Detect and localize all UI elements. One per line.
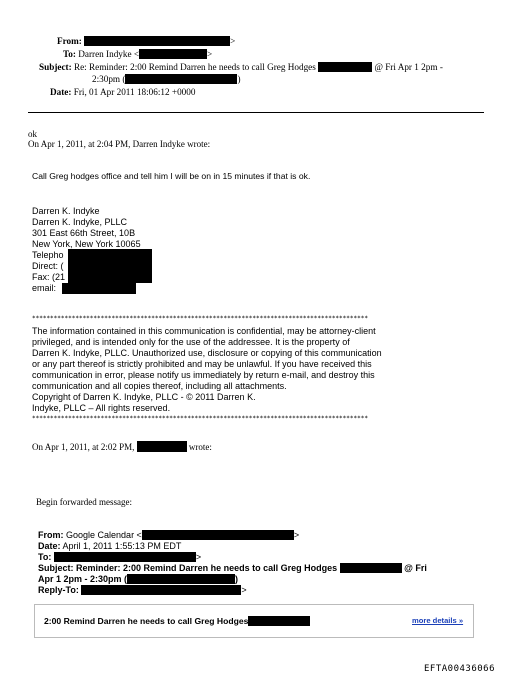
quote2-suffix: wrote: bbox=[188, 442, 212, 452]
redaction-block bbox=[340, 563, 402, 573]
disclaimer-line: Darren K. Indyke, PLLC. Unauthorized use, disclosure or copying of this communication bbox=[32, 348, 382, 358]
header-date-value: Fri, 01 Apr 2011 18:06:12 +0000 bbox=[73, 87, 196, 97]
header-subject-line2-text: 2:30pm ( bbox=[92, 74, 126, 84]
redaction-block bbox=[81, 585, 241, 595]
disclaimer-line: communication and all copies thereof, including all attachments. bbox=[32, 381, 287, 391]
signature-telephone: Telepho bbox=[32, 250, 64, 260]
disclaimer-line: communication in error, please notify us immediately by return e-mail, and destroy this bbox=[32, 370, 375, 380]
fwd-subject-value: Reminder: 2:00 Remind Darren he needs to call Greg Hodges bbox=[76, 563, 338, 573]
redaction-block bbox=[142, 530, 294, 540]
reply-text: ok bbox=[28, 129, 37, 139]
fwd-date-value: April 1, 2011 1:55:13 PM EDT bbox=[62, 541, 182, 551]
fwd-subject-label: Subject: bbox=[38, 563, 74, 573]
fwd-replyto-label: Reply-To: bbox=[38, 585, 79, 595]
fwd-subject-row bbox=[38, 563, 427, 574]
more-details-link[interactable]: more details » bbox=[412, 616, 464, 625]
fwd-from-value: Google Calendar < bbox=[66, 530, 142, 540]
header-divider bbox=[28, 112, 484, 113]
forwarded-heading: Begin forwarded message: bbox=[36, 497, 132, 507]
disclaimer-line: or any part thereof is strictly prohibited and may be unlawful. If you have received this bbox=[32, 359, 372, 369]
redaction-block bbox=[54, 552, 196, 562]
calendar-event-title: 2:00 Remind Darren he needs to call Greg Hodges bbox=[44, 616, 249, 626]
fwd-subject-line2: Apr 1 2pm - 2:30pm ( ) bbox=[38, 574, 239, 584]
signature-city: New York, New York 10065 bbox=[32, 239, 141, 249]
signature-name: Darren K. Indyke bbox=[32, 206, 100, 216]
quote2-line bbox=[32, 441, 212, 453]
disclaimer-line: Indyke, PLLC – All rights reserved. bbox=[32, 403, 171, 413]
disclaimer-line: privileged, and is intended only for the use of the addressee. It is the property of bbox=[32, 337, 350, 347]
calendar-event-title-row bbox=[44, 616, 310, 626]
redaction-block bbox=[84, 36, 230, 46]
signature-email: email: bbox=[32, 283, 57, 293]
signature-street: 301 East 66th Street, 10B bbox=[32, 228, 136, 238]
header-to-label: To: bbox=[63, 49, 76, 59]
header-from-row: From: > bbox=[57, 36, 236, 46]
fwd-to-label: To: bbox=[38, 552, 52, 562]
disclaimer-line: Copyright of Darren K. Indyke, PLLC - © 2011 Darren K. bbox=[32, 392, 256, 402]
redaction-block bbox=[318, 62, 372, 72]
reply-quote-line: On Apr 1, 2011, at 2:04 PM, Darren Indyke wrote: bbox=[28, 139, 211, 149]
fwd-replyto-row: Reply-To: > bbox=[38, 585, 247, 595]
disclaimer-line: The information contained in this communication is confidential, may be attorney-client bbox=[32, 326, 376, 336]
redaction-block bbox=[125, 74, 237, 84]
redaction-block bbox=[127, 574, 235, 584]
signature-fax: Fax: (21 bbox=[32, 272, 66, 282]
header-date-label: Date: bbox=[50, 87, 72, 97]
redaction-block bbox=[139, 49, 207, 59]
header-subject-line2: 2:30pm ( ) bbox=[92, 74, 241, 84]
header-from-label: From: bbox=[57, 36, 82, 46]
signature-direct: Direct: ( bbox=[32, 261, 64, 271]
header-date-row bbox=[50, 86, 195, 99]
document-id: EFTA00436066 bbox=[424, 664, 496, 674]
message-body: Call Greg hodges office and tell him I will be on in 15 minutes if that is ok. bbox=[32, 171, 311, 181]
disclaimer-stars-bottom: ********************************************************************************************* bbox=[32, 415, 368, 422]
signature-firm: Darren K. Indyke, PLLC bbox=[32, 217, 128, 227]
header-to-row: To: Darren Indyke < > bbox=[63, 49, 213, 59]
fwd-from-row: From: Google Calendar < > bbox=[38, 530, 300, 540]
header-subject-suffix: @ Fri Apr 1 2pm - bbox=[374, 62, 443, 72]
header-subject-label: Subject: bbox=[39, 62, 72, 72]
redaction-block bbox=[68, 249, 152, 283]
disclaimer-stars-top: ********************************************************************************************* bbox=[32, 315, 368, 322]
header-subject-value: Re: Reminder: 2:00 Remind Darren he needs to call Greg Hodges bbox=[73, 62, 316, 72]
header-to-value: Darren Indyke < bbox=[78, 49, 140, 59]
fwd-date-label: Date: bbox=[38, 541, 61, 551]
quote2-prefix: On Apr 1, 2011, at 2:02 PM, bbox=[32, 442, 135, 452]
fwd-subject-suffix: @ Fri bbox=[404, 563, 427, 573]
fwd-subject-line2-text: Apr 1 2pm - 2:30pm ( bbox=[38, 574, 128, 584]
redaction-block bbox=[248, 616, 310, 626]
fwd-date-row bbox=[38, 541, 181, 552]
fwd-to-row: To: > bbox=[38, 552, 202, 562]
redaction-block bbox=[137, 441, 187, 452]
fwd-from-label: From: bbox=[38, 530, 64, 540]
redaction-block bbox=[62, 283, 136, 294]
